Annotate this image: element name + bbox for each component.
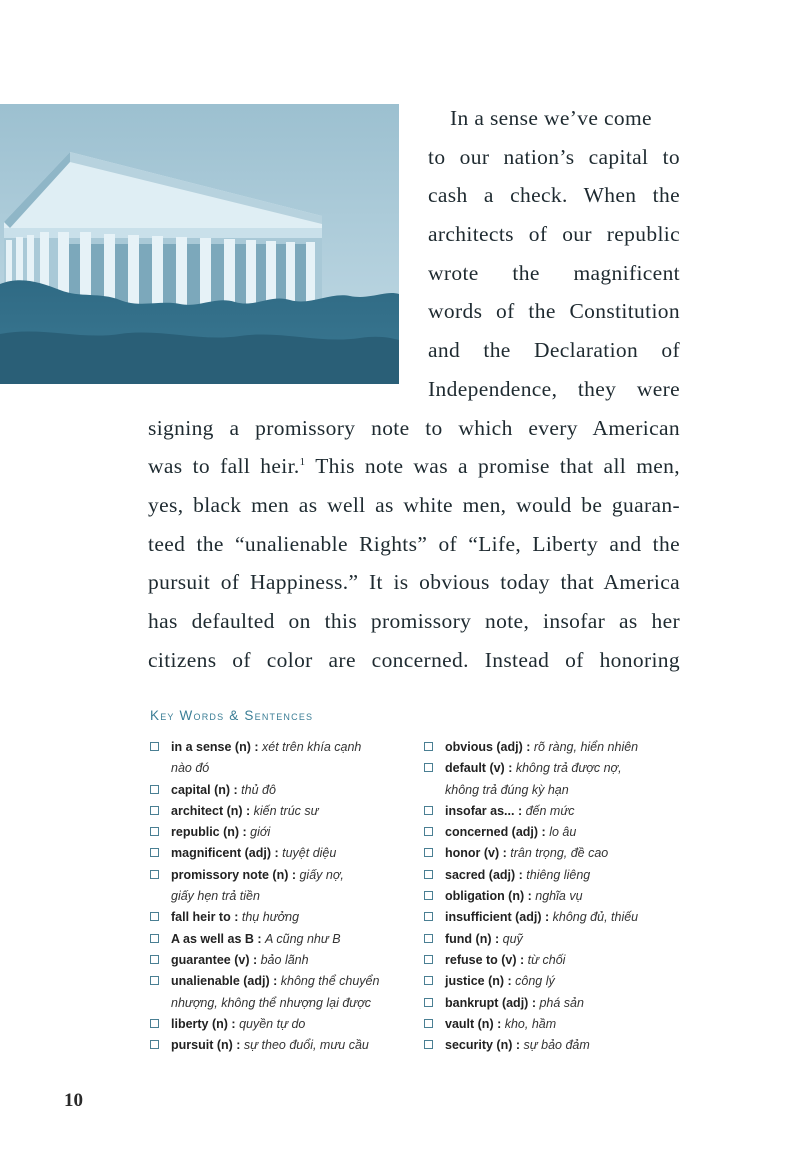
key-word-item bbox=[422, 993, 692, 1014]
key-word-definition: kiến trúc sư bbox=[253, 803, 319, 818]
key-word-separator: : bbox=[524, 889, 536, 904]
key-word-term: republic (n) bbox=[171, 825, 240, 840]
checkbox[interactable] bbox=[424, 1019, 433, 1028]
text-line: yes, black men as well as white men, would be guaran- bbox=[148, 493, 680, 517]
key-word-separator: : bbox=[230, 910, 242, 925]
key-word-definition: đến mức bbox=[525, 803, 575, 818]
key-word-definition: kho, hầm bbox=[504, 1016, 557, 1031]
key-word-term: in a sense (n) bbox=[171, 740, 251, 754]
key-word-item bbox=[148, 950, 418, 971]
key-word-definition: bảo lãnh bbox=[260, 952, 309, 967]
checkbox[interactable] bbox=[150, 912, 159, 921]
key-word-term: obligation (n) bbox=[445, 889, 525, 904]
key-word-definition: rõ ràng, hiển nhiên bbox=[533, 740, 639, 754]
key-word-separator: : bbox=[516, 952, 528, 967]
key-word-definition: quyền tự do bbox=[239, 1016, 306, 1031]
checkbox[interactable] bbox=[424, 934, 433, 943]
text-line: Independence, they were bbox=[428, 377, 680, 401]
key-word-term: honor (v) bbox=[445, 846, 500, 861]
key-word-definition: không thể chuyển bbox=[280, 974, 380, 989]
key-word-definition-continued: giấy hẹn trả tiền bbox=[171, 889, 260, 904]
text-line: cash a check. When the bbox=[428, 183, 680, 207]
key-word-separator: : bbox=[271, 846, 283, 861]
checkbox[interactable] bbox=[424, 955, 433, 964]
key-words-left-column bbox=[148, 737, 418, 1056]
key-word-item bbox=[148, 1035, 418, 1056]
checkbox[interactable] bbox=[150, 1040, 159, 1049]
key-word-item bbox=[148, 801, 418, 822]
key-word-definition: thụ hưởng bbox=[241, 910, 300, 925]
key-word-term: insufficient (adj) bbox=[445, 910, 542, 925]
key-word-item bbox=[422, 801, 692, 822]
key-word-definition: tuyệt diệu bbox=[282, 846, 337, 861]
text-line: In a sense we’ve come bbox=[450, 106, 652, 130]
key-word-item bbox=[422, 907, 692, 928]
key-word-separator: : bbox=[512, 1038, 524, 1053]
key-word-separator: : bbox=[288, 867, 300, 882]
checkbox[interactable] bbox=[424, 848, 433, 857]
text-line: wrote the magnificent bbox=[428, 261, 680, 285]
key-word-separator: : bbox=[242, 803, 254, 818]
key-word-item bbox=[422, 865, 692, 886]
checkbox[interactable] bbox=[150, 806, 159, 815]
key-word-separator: : bbox=[239, 825, 251, 840]
key-word-separator: : bbox=[515, 867, 527, 882]
key-word-definition-continued: không trả đúng kỳ hạn bbox=[445, 782, 569, 797]
key-word-separator: : bbox=[249, 952, 261, 967]
key-word-term: guarantee (v) bbox=[171, 952, 250, 967]
key-word-item bbox=[422, 843, 692, 864]
text-line: pursuit of Happiness.” It is obvious today that America bbox=[148, 570, 680, 594]
key-word-definition: lo âu bbox=[549, 825, 577, 840]
checkbox[interactable] bbox=[424, 1040, 433, 1049]
key-word-definition: nghĩa vụ bbox=[535, 889, 583, 904]
checkbox[interactable] bbox=[150, 742, 159, 751]
key-word-item bbox=[148, 843, 418, 864]
key-word-term: A as well as B bbox=[171, 931, 254, 946]
key-word-item bbox=[148, 780, 418, 801]
key-word-definition: công lý bbox=[515, 974, 555, 989]
key-word-definition: A cũng như B bbox=[265, 931, 341, 946]
key-word-term: pursuit (n) bbox=[171, 1038, 233, 1053]
key-word-item bbox=[422, 950, 692, 971]
key-word-item bbox=[148, 907, 418, 928]
key-word-item bbox=[422, 1035, 692, 1056]
checkbox[interactable] bbox=[150, 827, 159, 836]
key-word-separator: : bbox=[541, 910, 553, 925]
checkbox[interactable] bbox=[150, 976, 159, 985]
key-word-separator: : bbox=[514, 803, 526, 818]
text-line bbox=[148, 451, 680, 481]
key-word-term: fund (n) bbox=[445, 931, 492, 946]
key-word-item bbox=[148, 1014, 418, 1035]
checkbox[interactable] bbox=[150, 870, 159, 879]
key-word-separator: : bbox=[538, 825, 550, 840]
key-word-separator: : bbox=[232, 1038, 244, 1053]
key-word-item bbox=[422, 929, 692, 950]
key-word-term: architect (n) bbox=[171, 803, 243, 818]
checkbox[interactable] bbox=[424, 891, 433, 900]
key-word-item bbox=[148, 865, 418, 908]
checkbox[interactable] bbox=[150, 785, 159, 794]
key-word-definition: thủ đô bbox=[241, 782, 276, 797]
key-word-item bbox=[422, 822, 692, 843]
key-words-right-column bbox=[422, 737, 692, 1056]
checkbox[interactable] bbox=[150, 934, 159, 943]
key-word-definition: sự theo đuổi, mưu cầu bbox=[243, 1038, 369, 1053]
text-line: signing a promissory note to which every American bbox=[148, 416, 680, 440]
key-word-item bbox=[422, 971, 692, 992]
key-word-term: vault (n) bbox=[445, 1016, 494, 1031]
key-word-definition: sự bảo đảm bbox=[523, 1038, 590, 1053]
key-word-definition-continued: nhượng, không thể nhượng lại được bbox=[171, 995, 372, 1010]
page-number: 10 bbox=[64, 1090, 83, 1111]
key-word-item bbox=[148, 971, 418, 1014]
key-word-separator: : bbox=[528, 995, 540, 1010]
checkbox[interactable] bbox=[150, 848, 159, 857]
checkbox[interactable] bbox=[424, 998, 433, 1007]
key-word-separator: : bbox=[253, 931, 266, 946]
checkbox[interactable] bbox=[424, 742, 433, 751]
key-word-item bbox=[148, 737, 418, 780]
text-fragment: This note was a promise that all men, bbox=[305, 454, 680, 478]
text-line: teed the “unalienable Rights” of “Life, Liberty and the bbox=[148, 532, 680, 556]
key-word-term: unalienable (adj) bbox=[171, 974, 270, 989]
key-word-separator: : bbox=[499, 846, 511, 861]
key-word-definition: quỹ bbox=[502, 931, 523, 946]
text-line: citizens of color are concerned. Instead of honoring bbox=[148, 648, 680, 672]
key-word-definition: xét trên khía cạnh bbox=[262, 740, 362, 754]
text-line: words of the Constitution bbox=[428, 299, 680, 323]
checkbox[interactable] bbox=[424, 912, 433, 921]
key-word-term: capital (n) bbox=[171, 782, 231, 797]
key-word-separator: : bbox=[504, 761, 516, 776]
key-word-item bbox=[422, 1014, 692, 1035]
key-word-separator: : bbox=[491, 931, 503, 946]
key-word-separator: : bbox=[504, 974, 516, 989]
key-word-term: liberty (n) bbox=[171, 1016, 228, 1031]
key-word-definition: giấy nợ, bbox=[299, 867, 344, 882]
text-line: and the Declaration of bbox=[428, 338, 680, 362]
text-line: architects of our republic bbox=[428, 222, 680, 246]
text-line: has defaulted on this promissory note, insofar as her bbox=[148, 609, 680, 633]
text-fragment: was to fall heir. bbox=[148, 454, 300, 478]
footnote-marker: 1 bbox=[299, 456, 306, 468]
key-word-definition: từ chối bbox=[527, 952, 566, 967]
key-word-definition: không đủ, thiếu bbox=[552, 910, 639, 925]
key-word-term: promissory note (n) bbox=[171, 867, 289, 882]
key-word-item bbox=[422, 737, 692, 758]
key-word-term: insofar as... bbox=[445, 803, 515, 818]
key-word-term: concerned (adj) bbox=[445, 825, 539, 840]
key-word-term: justice (n) bbox=[445, 974, 505, 989]
checkbox[interactable] bbox=[424, 827, 433, 836]
key-word-item bbox=[148, 929, 418, 950]
key-word-definition: không trả được nợ, bbox=[515, 761, 622, 776]
key-word-definition-continued: nào đó bbox=[171, 761, 210, 776]
checkbox[interactable] bbox=[424, 870, 433, 879]
key-word-separator: : bbox=[227, 1016, 240, 1031]
checkbox[interactable] bbox=[424, 806, 433, 815]
key-word-separator: : bbox=[493, 1016, 505, 1031]
checkbox[interactable] bbox=[424, 763, 433, 772]
key-word-term: magnificent (adj) bbox=[171, 846, 272, 861]
key-word-term: fall heir to bbox=[171, 910, 231, 925]
key-word-item bbox=[148, 822, 418, 843]
key-word-term: bankrupt (adj) bbox=[445, 995, 529, 1010]
key-word-term: default (v) bbox=[445, 761, 505, 776]
key-word-definition: trân trọng, đề cao bbox=[510, 846, 609, 861]
key-word-term: sacred (adj) bbox=[445, 867, 516, 882]
checkbox[interactable] bbox=[150, 955, 159, 964]
key-word-item bbox=[422, 886, 692, 907]
key-word-separator: : bbox=[250, 740, 262, 754]
checkbox[interactable] bbox=[424, 976, 433, 985]
key-word-term: obvious (adj) bbox=[445, 740, 523, 754]
key-words-heading: Key Words & Sentences bbox=[150, 708, 314, 723]
key-word-definition: phá sản bbox=[539, 995, 584, 1010]
checkbox[interactable] bbox=[150, 1019, 159, 1028]
key-word-term: security (n) bbox=[445, 1038, 513, 1053]
key-word-separator: : bbox=[522, 740, 534, 754]
key-word-item bbox=[422, 758, 692, 801]
key-word-definition: thiêng liêng bbox=[526, 867, 591, 882]
key-word-definition: giới bbox=[250, 825, 271, 840]
key-word-separator: : bbox=[230, 782, 242, 797]
text-line: to our nation’s capital to bbox=[428, 145, 680, 169]
key-word-separator: : bbox=[269, 974, 281, 989]
key-word-term: refuse to (v) bbox=[445, 952, 517, 967]
